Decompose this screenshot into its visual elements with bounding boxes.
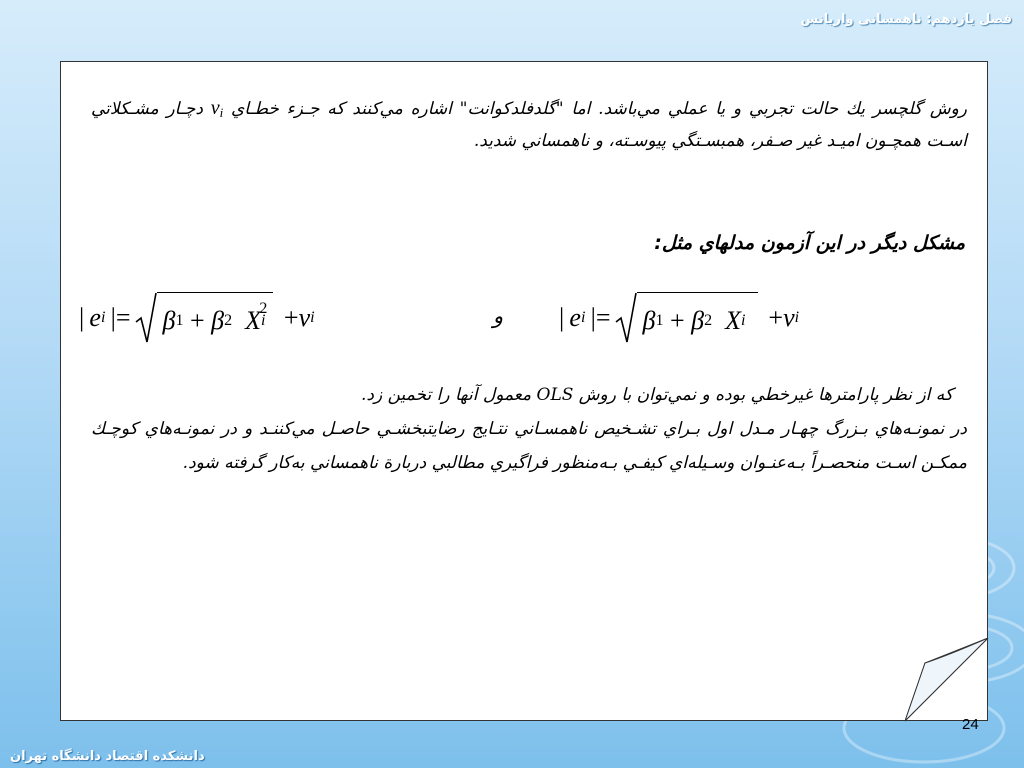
page-curl-icon: [905, 638, 989, 722]
page-number: 24: [962, 716, 979, 733]
paragraph-part-a: روش گلچسر يك حالت تجربي و يا عملي مي‌باشد. اما "گلدفلدكوانت" اشاره مي‌كنند كه جـزء خطـاي: [223, 99, 967, 119]
paragraph-goldfeld: [91, 94, 967, 155]
paragraph-small-samples: در نمونـه‌هاي بـزرگ چهـار مـدل اول بـراي تشـخيص ناهمسـاني نتـايج رضايتبخشـي حاصـل مي‌كننـد و در نمونـه‌هاي كوچـك ممكـن اسـت منحصـراً بـه‌عنـوان وسـيله‌اي كيفـي بـه‌منظور فراگيري مطالبي دربارة ناهمساني به‌كار گرفته شود.: [91, 419, 967, 473]
paragraph-nonlinear: [91, 378, 967, 480]
sub-heading: مشكل ديگر در اين آزمون مدلهاي مثل:: [654, 232, 965, 254]
paragraph-line-ols: كه از نظر پارامترها غيرخطي بوده و نمي‌توان با روش OLS معمول آنها را تخمين زد.: [361, 385, 953, 405]
chapter-title: فصل یازدهم: ناهمسانی واریانس: [800, 12, 1012, 27]
content-card: [60, 61, 988, 721]
formula-right: | e i |= β 1 + β 2 X i + v i: [559, 290, 799, 346]
conjunction-and: و: [493, 304, 504, 328]
footer-institution: دانشكده اقتصاد دانشگاه تهران: [10, 749, 205, 764]
formula-left: | e i |= β 1 + β 2 X i 2 + v i: [79, 290, 315, 346]
paragraph-part-b: دچـار مشـكلاتي اسـت همچـون اميـد غير صـفر، همبسـتگي پيوسـته، و ناهمساني شديد.: [91, 99, 967, 151]
symbol-vi: $v_i$: [210, 97, 224, 120]
